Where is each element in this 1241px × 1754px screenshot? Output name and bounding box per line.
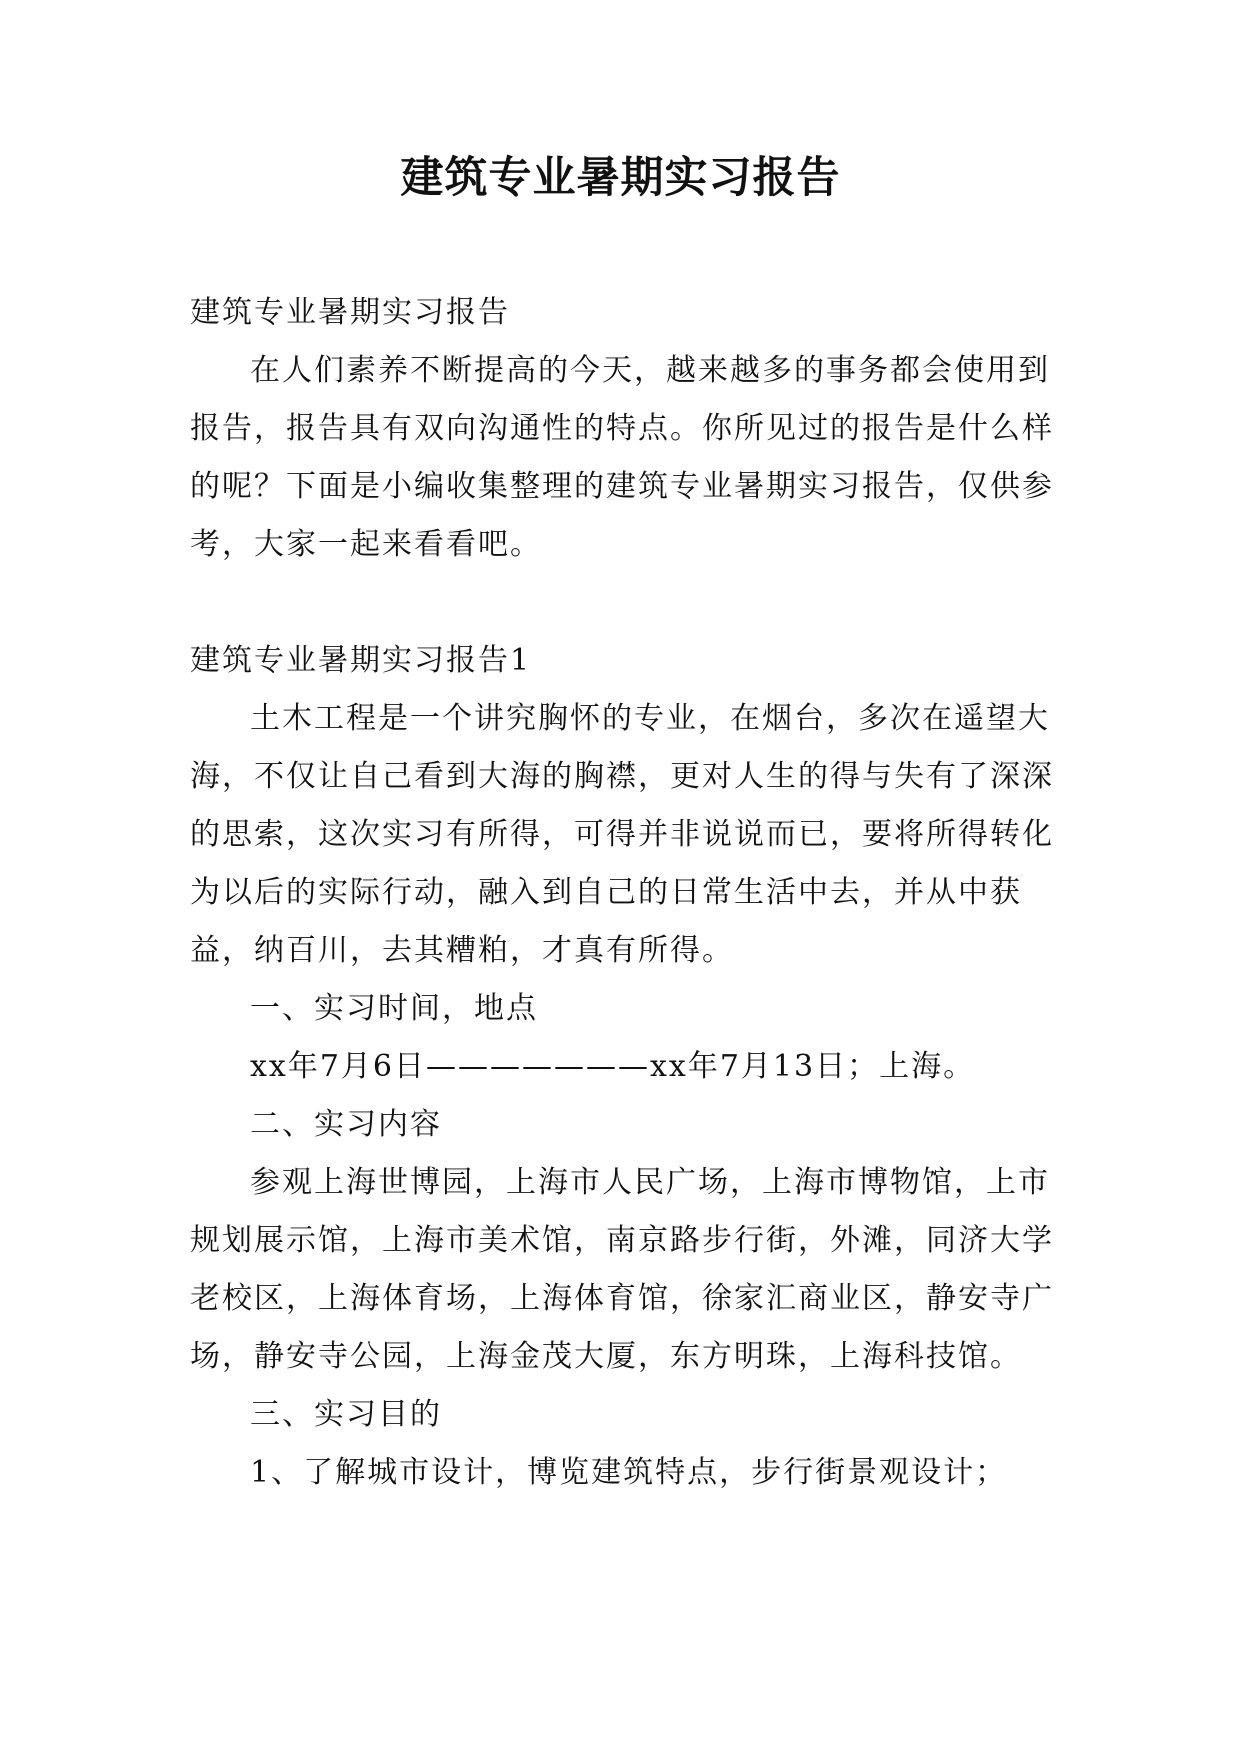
body-paragraph: 土木工程是一个讲究胸怀的专业，在烟台，多次在遥望大海，不仅让自己看到大海的胸襟，更对人生的得与失有了深深的思索，这次实习有所得，可得并非说说而已，要将所得转化为以后的实际行动，融入到自己的日常生活中去，并从中获益，纳百川，去其糟粕，才真有所得。 (190, 701, 1054, 968)
body-paragraph: xx年7月6日———————xx年7月13日；上海。 (250, 1049, 976, 1084)
subheading: 一、实习时间，地点 (250, 991, 538, 1026)
document-body (190, 284, 1080, 1502)
body-paragraph: 参观上海世博园，上海市人民广场，上海市博物馆，上市规划展示馆，上海市美术馆，南京路步行街，外滩，同济大学老校区，上海体育场，上海体育馆，徐家汇商业区，静安寺广场，静安寺公园，上海金茂大厦，东方明珠，上海科技馆。 (190, 1165, 1054, 1374)
subheading: 三、实习目的 (250, 1397, 442, 1432)
body-paragraph: 1、了解城市设计，博览建筑特点，步行街景观设计； (250, 1455, 1008, 1490)
document-title: 建筑专业暑期实习报告 (400, 153, 841, 203)
section-heading: 建筑专业暑期实习报告1 (190, 643, 532, 678)
subheading: 二、实习内容 (250, 1107, 442, 1142)
section-heading: 建筑专业暑期实习报告 (190, 295, 510, 330)
intro-paragraph: 在人们素养不断提高的今天，越来越多的事务都会使用到报告，报告具有双向沟通性的特点。你所见过的报告是什么样的呢？下面是小编收集整理的建筑专业暑期实习报告，仅供参考，大家一起来看看吧。 (190, 353, 1054, 562)
